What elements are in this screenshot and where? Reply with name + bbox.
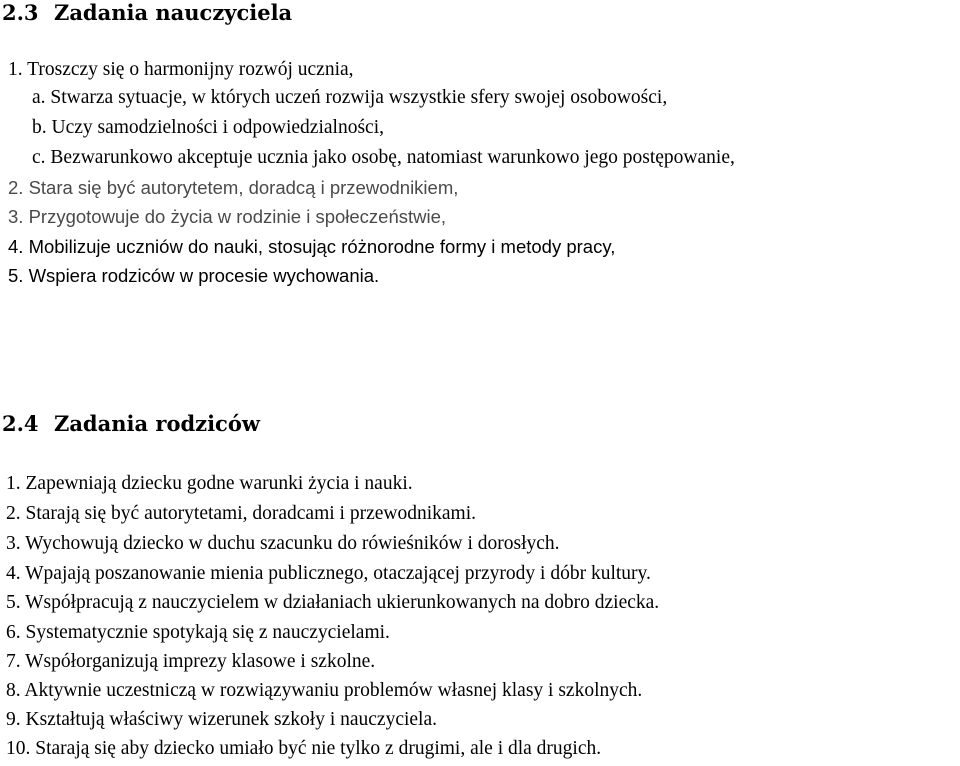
list-item: a. Stwarza sytuacje, w których uczeń rozwija wszystkie sfery swojej osobowości, [32, 87, 668, 108]
list-item: 6. Systematycznie spotykają się z nauczycielami. [6, 622, 390, 643]
list-item: c. Bezwarunkowo akceptuje ucznia jako osobę, natomiast warunkowo jego postępowanie, [32, 147, 735, 168]
list-item: 3. Wychowują dziecko w duchu szacunku do rówieśników i dorosłych. [6, 533, 560, 554]
section-number: 2.4 [2, 411, 39, 436]
list-item: 7. Współorganizują imprezy klasowe i szkolne. [6, 651, 376, 672]
list-item: 3. Przygotowuje do życia w rodzinie i społeczeństwie, [8, 206, 447, 227]
list-item: 5. Wspiera rodziców w procesie wychowania. [8, 265, 380, 286]
list-item: b. Uczy samodzielności i odpowiedzialności, [32, 117, 384, 138]
list-item: 1. Zapewniają dziecku godne warunki życia i nauki. [6, 473, 413, 494]
list-item: 8. Aktywnie uczestniczą w rozwiązywaniu problemów własnej klasy i szkolnych. [6, 680, 643, 701]
section-heading-teacher [2, 0, 292, 26]
section-title: Zadania rodziców [54, 411, 260, 436]
list-item: 5. Współpracują z nauczycielem w działaniach ukierunkowanych na dobro dziecka. [6, 592, 660, 613]
list-item: 1. Troszczy się o harmonijny rozwój ucznia, [8, 59, 354, 80]
section-title: Zadania nauczyciela [54, 0, 293, 25]
list-item: 4. Mobilizuje uczniów do nauki, stosując różnorodne formy i metody pracy, [8, 236, 616, 257]
list-item: 2. Starają się być autorytetami, doradcami i przewodnikami. [6, 503, 477, 524]
list-item: 4. Wpajają poszanowanie mienia publicznego, otaczającej przyrody i dóbr kultury. [6, 563, 651, 584]
list-item: 10. Starają się aby dziecko umiało być nie tylko z drugimi, ale i dla drugich. [6, 738, 602, 759]
section-heading-parents [2, 411, 260, 437]
list-item: 2. Stara się być autorytetem, doradcą i przewodnikiem, [8, 177, 459, 198]
list-item: 9. Kształtują właściwy wizerunek szkoły i nauczyciela. [6, 709, 438, 730]
section-number: 2.3 [2, 0, 39, 25]
